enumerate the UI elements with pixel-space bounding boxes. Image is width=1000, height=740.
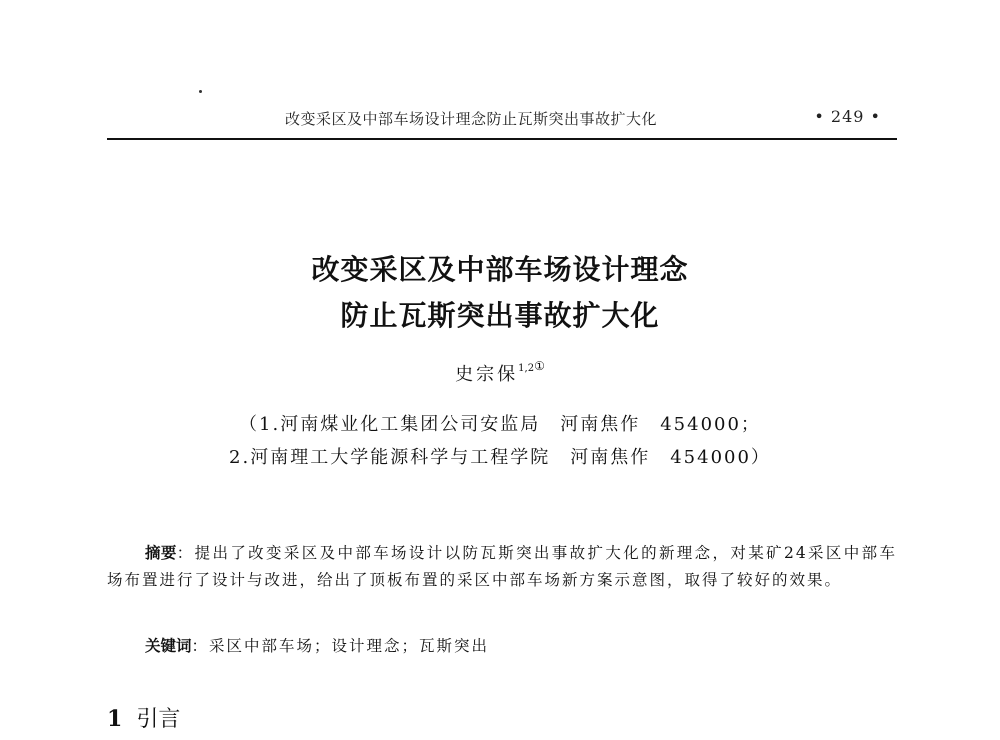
affiliation-2: 2.河南理工大学能源科学与工程学院 河南焦作 454000） xyxy=(229,447,771,468)
author-affil-marks: 1,2 xyxy=(518,363,535,374)
page-number: • 249 • xyxy=(814,107,881,126)
section-number: 1 xyxy=(107,706,123,732)
section-title: 引言 xyxy=(136,707,181,732)
affiliation-1: （1.河南煤业化工集团公司安监局 河南焦作 454000； xyxy=(239,414,761,435)
running-title: 改变采区及中部车场设计理念防止瓦斯突出事故扩大化 xyxy=(285,110,658,128)
abstract-text: ：提出了改变采区及中部车场设计以防瓦斯突出事故扩大化的新理念，对某矿24采区中部车场布置进行了设计与改进，给出了顶板布置的采区中部车场新方案示意图，取得了较好的效果。 xyxy=(107,544,897,589)
section-heading xyxy=(107,702,180,733)
title-line-2: 防止瓦斯突出事故扩大化 xyxy=(340,299,660,332)
keywords-text: ：采区中部车场；设计理念；瓦斯突出 xyxy=(191,637,490,655)
title-line-1: 改变采区及中部车场设计理念 xyxy=(311,253,689,286)
article-title xyxy=(0,247,1000,339)
scan-dot-mark xyxy=(199,90,202,93)
author-name: 史宗保 xyxy=(455,364,519,385)
author-line xyxy=(0,360,1000,386)
abstract xyxy=(107,540,897,594)
running-header xyxy=(107,98,897,140)
abstract-label: 摘要 xyxy=(145,544,177,562)
keywords xyxy=(145,634,897,656)
author-footnote-mark: ① xyxy=(534,359,545,373)
keywords-label: 关键词 xyxy=(145,637,192,655)
